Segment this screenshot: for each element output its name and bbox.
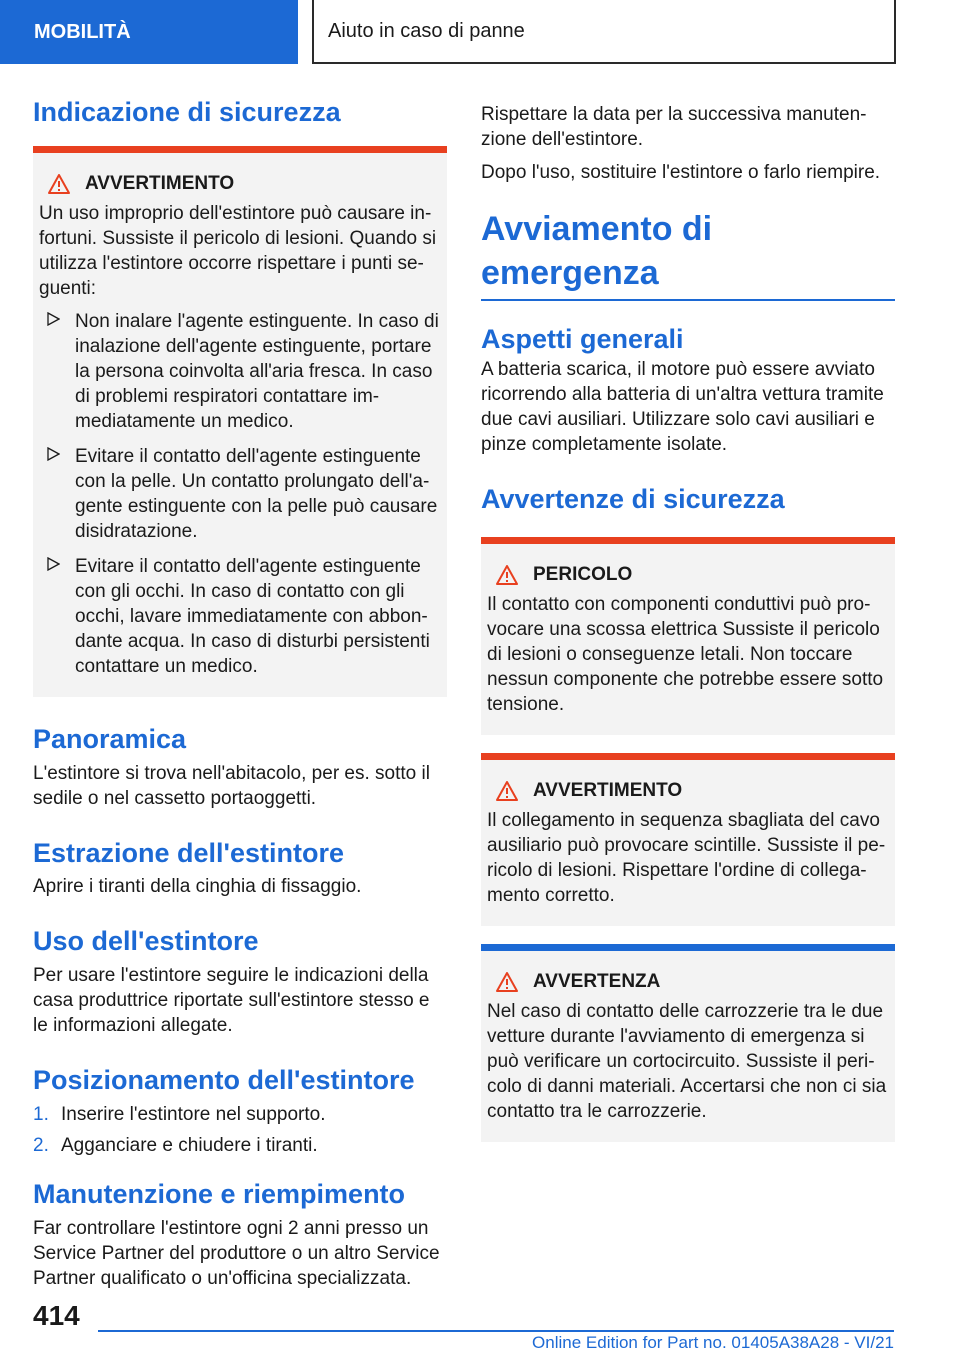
list-item	[33, 1133, 447, 1158]
right-warning-label: AVVERTIMENTO	[533, 779, 683, 801]
list-item	[39, 444, 441, 544]
warning-triangle-icon	[495, 780, 519, 802]
removal-section	[33, 837, 447, 900]
bullet-text: Non inalare l'agente estinguente. In caso di inalazione dell'agente estinguente, portare la persona coinvolta all'aria fresca. In caso di problemi respiratori contattare immediatamente un medico.	[75, 310, 439, 432]
overview-heading: Panoramica	[33, 723, 187, 754]
page-number: 414	[33, 1300, 80, 1331]
notice-box-header	[495, 971, 889, 993]
positioning-heading: Posizionamento dell'estintore	[33, 1065, 415, 1095]
usage-text: Per usare l'estintore seguire le indicazioni della casa produttrice riportate sull'estintore stesso e le informazioni allegate.	[33, 965, 430, 1036]
left-column	[33, 96, 447, 1291]
warning-bullet-list	[39, 309, 441, 679]
triangle-bullet-icon	[47, 557, 60, 571]
usage-section	[33, 925, 447, 1038]
bullet-text: Evitare il contatto dell'agente estinguente con gli occhi. In caso di contatto con gli occhi, lavare immediatamente con abbondante acqua. In caso di disturbi persistenti contattare un medico.	[75, 555, 430, 677]
right-warning-box	[481, 753, 895, 926]
triangle-bullet-icon	[47, 447, 60, 461]
safety-heading: Indicazione di sicurezza	[33, 97, 341, 127]
chapter-heading: Avviamento di emergenza	[481, 207, 895, 301]
section-tab[interactable]	[0, 0, 298, 64]
edition-text: Online Edition for Part no. 01405A38A28 - VI/21	[532, 1333, 894, 1352]
section-tab-label: MOBILITÀ	[34, 20, 131, 43]
after-use-text: Dopo l'uso, sostituire l'estintore o farlo riempire.	[481, 162, 881, 183]
danger-label: PERICOLO	[533, 563, 633, 585]
chapter-header	[312, 0, 896, 64]
right-warning-text: Il collegamento in sequenza sbagliata del cavo ausiliario può provocare scintille. Sussiste il pericolo di lesioni. Rispettare l'ordine di collegamento corretto.	[487, 809, 886, 906]
chapter-title: Aiuto in caso di panne	[328, 19, 525, 42]
general-text: A batteria scarica, il motore può essere avviato ricorrendo alla batteria di un'altra vettura tramite due cavi ausiliari. Utilizzare solo cavi ausiliari e pinze completamente isolate.	[481, 359, 884, 456]
warning-triangle-icon	[47, 173, 71, 195]
removal-text: Aprire i tiranti della cinghia di fissaggio.	[33, 876, 362, 898]
maintenance-continued-text: Rispettare la data per la successiva manutenzione dell'estintore.	[481, 104, 867, 150]
danger-box	[481, 537, 895, 735]
positioning-section	[33, 1064, 447, 1158]
notice-label: AVVERTENZA	[533, 970, 661, 992]
overview-text: L'estintore si trova nell'abitacolo, per es. sotto il sedile o nel cassetto portaoggetti.	[33, 762, 430, 809]
notice-box	[481, 944, 895, 1142]
maintenance-heading: Manutenzione e riempimento	[33, 1178, 406, 1209]
general-section	[481, 323, 895, 457]
step-text: Agganciare e chiudere i tiranti.	[61, 1134, 318, 1156]
footer-divider	[98, 1330, 894, 1332]
maintenance-section	[33, 1178, 447, 1291]
step-number: 1.	[33, 1103, 49, 1125]
general-heading: Aspetti generali	[481, 324, 684, 355]
warning-triangle-icon	[495, 564, 519, 586]
warning-intro: Un uso improprio dell'estintore può causare infortuni. Sussiste il pericolo di lesioni. Quando si utilizza l'estintore occorre rispettare i punti seguenti:	[39, 202, 437, 299]
step-text: Inserire l'estintore nel supporto.	[61, 1103, 326, 1125]
safety-notes-heading: Avvertenze di sicurezza	[481, 484, 785, 515]
warning-box	[33, 146, 447, 697]
right-warning-box-header	[495, 780, 889, 802]
list-item	[39, 554, 441, 679]
list-item	[39, 309, 441, 434]
step-number: 2.	[33, 1134, 49, 1156]
notice-text: Nel caso di contatto delle carrozzerie tra le due vetture durante l'avviamento di emergenza si può verificare un cortocircuito. Sussiste il pericolo di danni materiali. Accertarsi che non ci sia contatto tra le carrozzerie.	[487, 1000, 887, 1122]
triangle-bullet-icon	[47, 312, 60, 326]
overview-section	[33, 723, 447, 811]
list-item	[33, 1102, 447, 1127]
usage-heading: Uso dell'estintore	[33, 926, 259, 957]
positioning-steps	[33, 1102, 447, 1158]
maintenance-text: Far controllare l'estintore ogni 2 anni presso un Service Partner del produttore o un altro Service Partner qualificato o un'officina specializzata.	[33, 1217, 440, 1289]
warning-triangle-icon	[495, 971, 519, 993]
warning-box-header	[47, 173, 441, 195]
danger-box-header	[495, 564, 889, 586]
danger-text: Il contatto con componenti conduttivi può provocare una scossa elettrica Sussiste il pericolo di lesioni o conseguenze letali. Non toccare nessun componente che potrebbe essere sotto tensione.	[487, 593, 884, 715]
warning-label: AVVERTIMENTO	[85, 172, 235, 194]
bullet-text: Evitare il contatto dell'agente estinguente con la pelle. Un contatto prolungato dell'agente estinguente con la pelle può causare disidratazione.	[75, 445, 438, 542]
removal-heading: Estrazione dell'estintore	[33, 837, 345, 868]
right-column	[481, 102, 895, 1142]
